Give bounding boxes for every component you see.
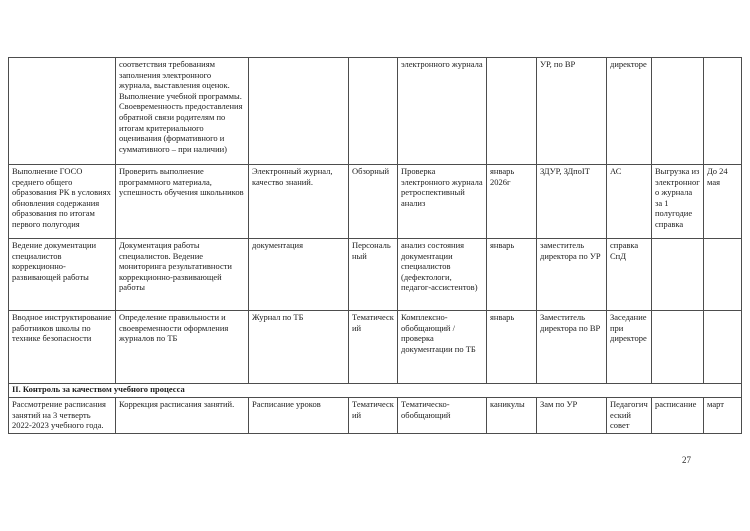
table-cell: До 24 мая [704,165,742,239]
table-cell: документация [249,239,349,311]
table-cell: Комплексно-обобщающий / проверка документации по ТБ [398,311,487,384]
table-cell: Зам по УР [537,398,607,434]
table-cell: справка СпД [607,239,652,311]
table-cell: каникулы [487,398,537,434]
table-cell [704,58,742,165]
table-cell: Документация работы специалистов. Ведение мониторинга результативности коррекционно-развивающей работы [116,239,249,311]
table-cell: Расписание уроков [249,398,349,434]
table-cell: соответствия требованиям заполнения электронного журнала, выставления оценок. Выполнение учебной программы. Своевременность предоставления обратной связи родителям по итогам критериального оценивания (формативного и суммативного – при наличии) [116,58,249,165]
table-cell: ЗДУР, ЗДпоIT [537,165,607,239]
table-cell: Выполнение ГОСО среднего общего образования РК в условиях обновления содержания образования по итогам первого полугодия [9,165,116,239]
table-cell: Электронный журнал, качество знаний. [249,165,349,239]
table-cell [652,58,704,165]
table-cell: март [704,398,742,434]
table-row [9,311,742,384]
control-plan-table [8,57,742,434]
table-cell: Заместитель директора по ВР [537,311,607,384]
table-cell: УР, по ВР [537,58,607,165]
table-cell: Заседание при директоре [607,311,652,384]
table-cell: январь [487,311,537,384]
table-cell: Ведение документации специалистов коррекционно-развивающей работы [9,239,116,311]
section-title: II. Контроль за качеством учебного процесса [9,384,742,398]
table-row [9,239,742,311]
table-cell [487,58,537,165]
table-cell [704,311,742,384]
table-cell [652,239,704,311]
table-cell: Тематический [349,311,398,384]
table-cell: расписание [652,398,704,434]
table-cell: АС [607,165,652,239]
table-cell: Проверка электронного журнала ретроспективный анализ [398,165,487,239]
table-cell: заместитель директора по УР [537,239,607,311]
table-cell: Вводное инструктирование работников школы по технике безопасности [9,311,116,384]
table-cell: Обзорный [349,165,398,239]
table-cell: электронного журнала [398,58,487,165]
table-cell [349,58,398,165]
table-cell [704,239,742,311]
section-header-row [9,384,742,398]
table-cell: Определение правильности и своевременности оформления журналов по ТБ [116,311,249,384]
table-cell: Тематическо-обобщающий [398,398,487,434]
table-cell: директоре [607,58,652,165]
table-row [9,58,742,165]
table-cell: Педагогический совет [607,398,652,434]
table-cell: Коррекция расписания занятий. [116,398,249,434]
table-cell: Персональный [349,239,398,311]
table-row [9,165,742,239]
table-cell [9,58,116,165]
table-cell: Журнал по ТБ [249,311,349,384]
table-cell [652,311,704,384]
table-cell [249,58,349,165]
table-cell: Рассмотрение расписания занятий на 3 четверть 2022-2023 учебного года. [9,398,116,434]
table-cell: январь [487,239,537,311]
table-cell: Выгрузка из электронного журнала за 1 полугодие справка [652,165,704,239]
page-number: 27 [682,455,691,465]
table-cell: анализ состояния документации специалистов (дефектологи, педагог-ассистентов) [398,239,487,311]
table-cell: январь 2026г [487,165,537,239]
table-row [9,398,742,434]
table-cell: Проверить выполнение программного материала, успешность обучения школьников [116,165,249,239]
table-cell: Тематический [349,398,398,434]
